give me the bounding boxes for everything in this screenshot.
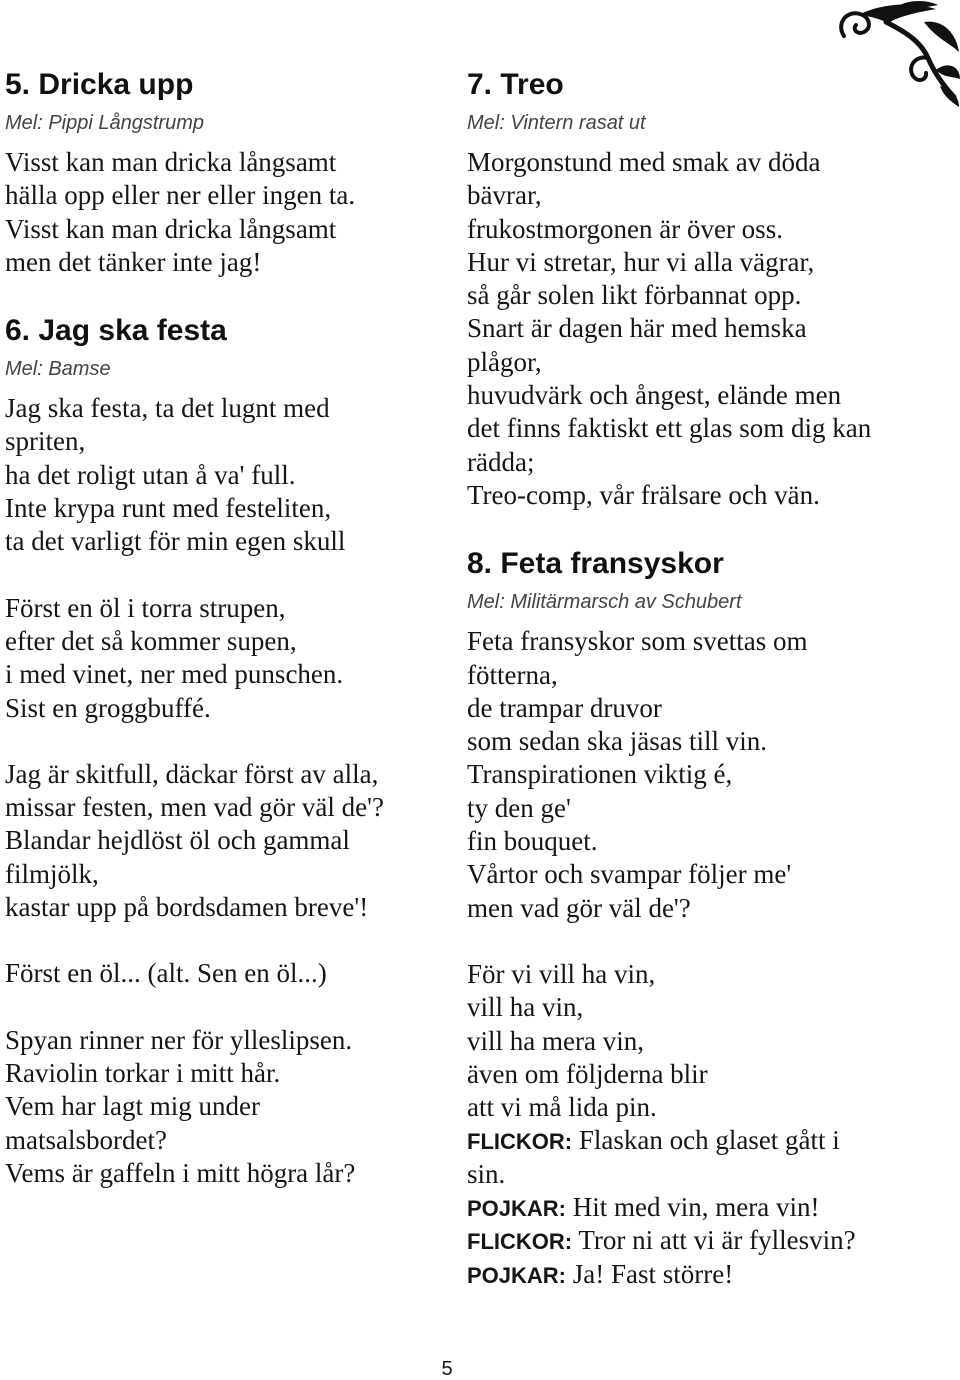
lyric-line: ha det roligt utan å va' full. xyxy=(5,459,296,490)
lyric-line: Inte krypa runt med festeliten, xyxy=(5,493,332,524)
song-title: 5. Dricka upp xyxy=(5,68,194,101)
lyric-line: spriten, xyxy=(5,426,86,457)
song-melody: Mel: Vintern rasat ut xyxy=(467,112,646,134)
page-number: 5 xyxy=(441,1358,453,1380)
stanza xyxy=(467,958,955,1291)
lyric-line: efter det så kommer supen, xyxy=(5,625,297,656)
lyric-line: de trampar druvor xyxy=(467,692,662,723)
stanza xyxy=(5,1024,445,1190)
lyric-line: Feta fransyskor som svettas om xyxy=(467,626,808,657)
song-section xyxy=(467,546,955,1291)
lyric-line xyxy=(467,1191,955,1224)
lyric-line: Morgonstund med smak av döda xyxy=(467,147,821,177)
lyric-line: det finns faktiskt ett glas som dig kan xyxy=(467,413,872,444)
lyric-line: Jag är skitfull, däckar först av alla, xyxy=(5,758,379,789)
lyric-text: Tror ni att vi är fyllesvin? xyxy=(578,1225,856,1256)
lyric-line: Visst kan man dricka långsamt xyxy=(5,213,337,244)
lyric-line: hälla opp eller ner eller ingen ta. xyxy=(5,180,356,211)
lyric-line: Transpirationen viktig é, xyxy=(467,759,733,790)
lyric-line: även om följderna blir xyxy=(467,1058,708,1089)
lyric-line: Vårtor och svampar följer me' xyxy=(467,859,792,890)
song-title: 6. Jag ska festa xyxy=(5,314,227,348)
lyric-line: så går solen likt förbannat opp. xyxy=(467,280,802,311)
lyric-line: Sist en groggbuffé. xyxy=(5,692,211,723)
lyric-line: plågor, xyxy=(467,346,542,377)
stanza xyxy=(5,957,445,990)
right-column xyxy=(467,67,955,1291)
lyric-line: matsalsbordet? xyxy=(5,1124,167,1155)
lyric-line: Spyan rinner ner för ylleslipsen. xyxy=(5,1024,353,1055)
lyric-line: fötterna, xyxy=(467,659,558,690)
lyric-line: För vi vill ha vin, xyxy=(467,958,656,989)
speaker-label: FLICKOR: xyxy=(467,1129,573,1155)
lyric-line: men vad gör väl de'? xyxy=(467,892,691,923)
stanza xyxy=(5,592,445,725)
lyric-line: sin. xyxy=(467,1158,506,1189)
song-section xyxy=(5,67,445,279)
lyric-line: som sedan ska jäsas till vin. xyxy=(467,726,767,757)
speaker-label: POJKAR: xyxy=(467,1262,567,1288)
lyric-line: rädda; xyxy=(467,446,535,477)
lyric-line: Först en öl... (alt. Sen en öl...) xyxy=(5,958,327,989)
speaker-label: POJKAR: xyxy=(467,1196,567,1222)
song-title: 8. Feta fransyskor xyxy=(467,547,724,581)
lyric-line: Hur vi stretar, hur vi alla vägrar, xyxy=(467,246,815,277)
lyric-line: ta det varligt för min egen skull xyxy=(5,526,346,557)
lyric-line: fin bouquet. xyxy=(467,826,598,857)
song-section xyxy=(5,313,445,1190)
stanza xyxy=(5,392,445,558)
lyric-line: Snart är dagen här med hemska xyxy=(467,313,807,344)
lyric-line: Raviolin torkar i mitt hår. xyxy=(5,1057,281,1088)
song-melody: Mel: Pippi Långstrump xyxy=(5,112,204,134)
stanza xyxy=(467,146,955,512)
lyric-line: Blandar hejdlöst öl och gammal xyxy=(5,825,350,856)
lyric-line: i med vinet, ner med punschen. xyxy=(5,659,344,690)
stanza xyxy=(5,146,445,279)
lyric-text: Hit med vin, mera vin! xyxy=(572,1192,820,1223)
lyric-text: Ja! Fast större! xyxy=(572,1258,734,1289)
lyric-line: ty den ge' xyxy=(467,792,571,823)
lyric-line: Treo-comp, vår frälsare och vän. xyxy=(467,479,820,510)
lyric-line: bävrar, xyxy=(467,180,542,211)
lyric-line: kastar upp på bordsdamen breve'! xyxy=(5,892,369,923)
song-section xyxy=(467,67,955,512)
lyric-line: Jag ska festa, ta det lugnt med xyxy=(5,393,330,424)
song-title: 7. Treo xyxy=(467,68,564,101)
lyric-line: vill ha vin, xyxy=(467,992,584,1023)
left-column xyxy=(5,67,445,1190)
lyric-line: vill ha mera vin, xyxy=(467,1025,644,1056)
stanza xyxy=(5,758,445,924)
lyric-line: men det tänker inte jag! xyxy=(5,246,262,277)
lyric-line: frukostmorgonen är över oss. xyxy=(467,213,783,244)
speaker-label: FLICKOR: xyxy=(467,1229,573,1255)
lyric-line: att vi må lida pin. xyxy=(467,1092,657,1123)
lyric-line: Först en öl i torra strupen, xyxy=(5,592,286,623)
lyric-line: missar festen, men vad gör väl de'? xyxy=(5,792,384,823)
lyric-line: Vems är gaffeln i mitt högra lår? xyxy=(5,1157,356,1188)
lyric-line: Visst kan man dricka långsamt xyxy=(5,147,337,177)
lyric-line: filmjölk, xyxy=(5,858,99,889)
lyric-line: huvudvärk och ångest, elände men xyxy=(467,380,842,411)
lyric-text: Flaskan och glaset gått i xyxy=(578,1125,840,1156)
lyric-line xyxy=(467,1224,955,1257)
stanza xyxy=(467,625,955,925)
lyric-line: Vem har lagt mig under xyxy=(5,1091,260,1122)
song-melody: Mel: Militärmarsch av Schubert xyxy=(467,591,742,614)
song-melody: Mel: Bamse xyxy=(5,358,111,381)
lyric-line xyxy=(467,1258,955,1291)
lyric-line xyxy=(467,1124,955,1157)
